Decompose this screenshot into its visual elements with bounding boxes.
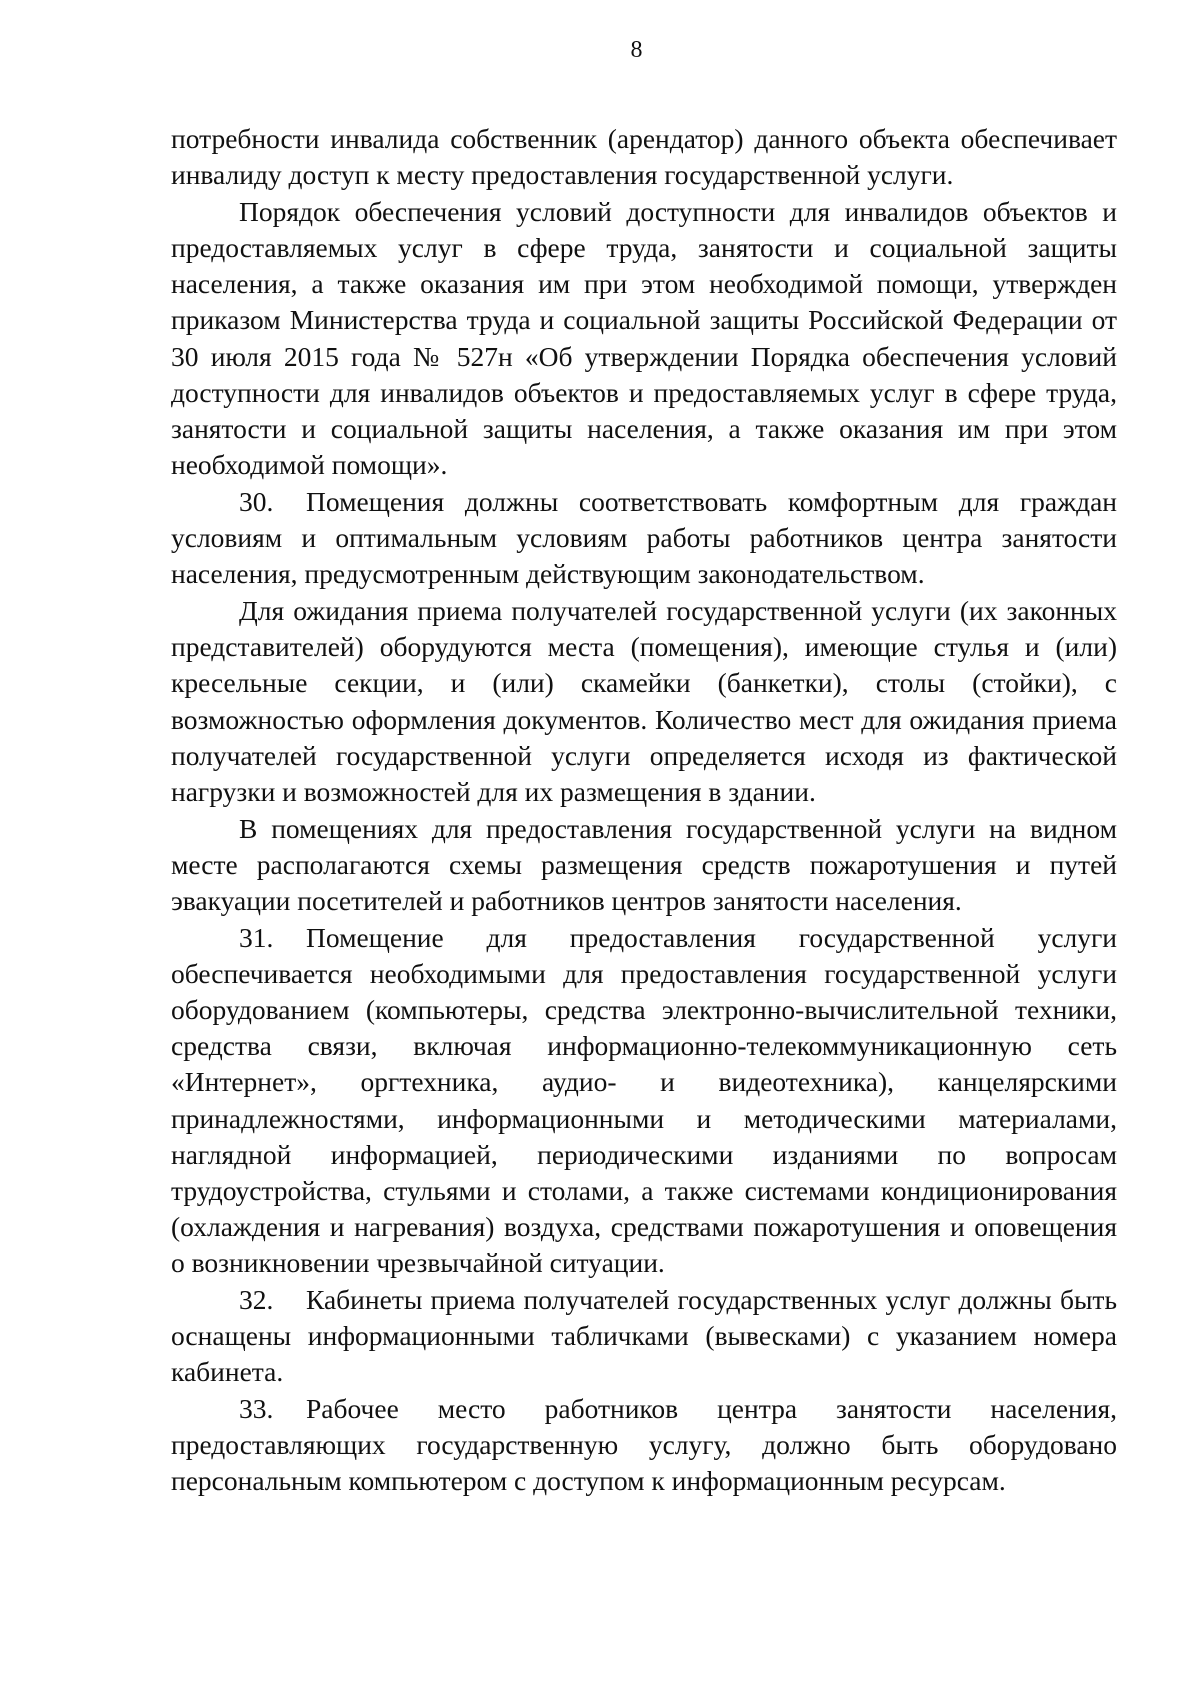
document-body: [171, 121, 1117, 1500]
paragraph-text: потребности инвалида собственник (арендатор) данного объекта обеспечивает инвалиду доступ к месту предоставления государственной услуги.: [171, 123, 1117, 191]
paragraph-text: В помещениях для предоставления государственной услуги на видном месте располагаются схемы размещения средств пожаротушения и путей эвакуации посетителей и работников центров занятости населения.: [171, 812, 1117, 916]
paragraph-text: Кабинеты приема получателей государственных услуг должны быть оснащены информационными табличками (вывесками) с указанием номера кабинета.: [171, 1284, 1117, 1388]
paragraph-continuation: [171, 121, 1117, 193]
paragraph-number: 32.: [239, 1284, 274, 1315]
paragraph-number: 33.: [239, 1393, 274, 1425]
paragraph-text: Помещение для предоставления государственной услуги обеспечивается необходимыми для предоставления государственной услуги оборудованием (компьютеры, средства электронно-вычислительной техники, средства связи, включая информационно-телекоммуникационную сеть «Интернет», оргтехника, аудио- и видеотехника), канцелярскими принадлежностями, информационными и методическими материалами, наглядной информацией, периодическими изданиями по вопросам трудоустройства, стульями и столами, а также системами кондиционирования (охлаждения и нагревания) воздуха, средствами пожаротушения и оповещения о возникновении чрезвычайной ситуации.: [171, 922, 1117, 1278]
paragraph-text: Помещения должны соответствовать комфортным для граждан условиям и оптимальным условиям работы работников центра занятости населения, предусмотренным действующим законодательством.: [171, 485, 1117, 590]
paragraph-text: Порядок обеспечения условий доступности для инвалидов объектов и предоставляемых услуг в сфере труда, занятости и социальной защиты населения, а также оказания им при этом необходимой помощи, утвержден приказом Министерства труда и социальной защиты Российской Федерации от 30 июля 2015 года № 527н «Об утверждении Порядка обеспечения условий доступности для инвалидов объектов и предоставляемых услуг в сфере труда, занятости и социальной защиты населения, а также оказания им при этом необходимой помощи».: [171, 196, 1117, 480]
page-number: 8: [630, 37, 643, 63]
paragraph-evacuation-schemes: [171, 811, 1117, 919]
paragraph-text: Для ожидания приема получателей государственной услуги (их законных представителей) оборудуются места (помещения), имеющие стулья и (или) кресельные секции, и (или) скамейки (банкетки), столы (стойки), с возможностью оформления документов. Количество мест для ожидания приема получателей государственной услуги определяется исходя из фактической нагрузки и возможностей для их размещения в здании.: [171, 595, 1117, 807]
paragraph-30: [171, 484, 1117, 592]
paragraph-33: [171, 1391, 1117, 1499]
paragraph-waiting-places: [171, 593, 1117, 810]
paragraph-access-procedure: [171, 194, 1117, 483]
paragraph-text: Рабочее место работников центра занятости населения, предоставляющих государственную услугу, должно быть оборудовано персональным компьютером с доступом к информационным ресурсам.: [171, 1393, 1117, 1497]
paragraph-number: 30.: [239, 485, 274, 517]
paragraph-31: [171, 920, 1117, 1281]
paragraph-number: 31.: [239, 922, 274, 954]
paragraph-32: [171, 1282, 1117, 1390]
